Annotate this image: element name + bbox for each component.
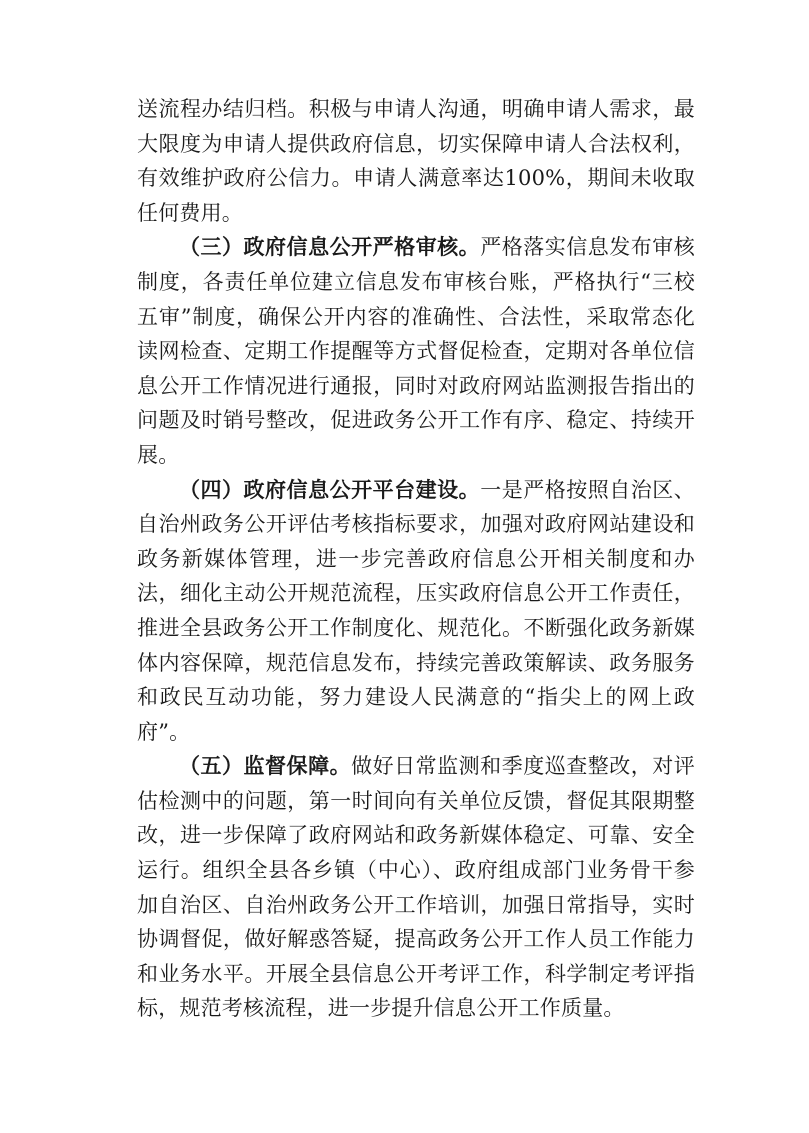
paragraph-text: 一是严格按照自治区、自治州政务公开评估考核指标要求，加强对政府网站建设和政务新媒体管理，进一步完善政府信息公开相关制度和办法，细化主动公开规范流程，压实政府信息公开工作责任，推进全县政务公开工作制度化、规范化。不断强化政务新媒体内容保障，规范信息发布，持续完善政策解读、政务服务和政民互动功能，努力建设人民满意的“指尖上的网上政府”。 bbox=[137, 477, 695, 744]
section-heading: （四）政府信息公开平台建设。 bbox=[179, 477, 481, 502]
paragraph-section-3 bbox=[137, 230, 695, 472]
section-heading: （三）政府信息公开严格审核。 bbox=[179, 235, 481, 260]
section-heading: （五）监督保障。 bbox=[179, 754, 352, 779]
paragraph-text: 送流程办结归档。积极与申请人沟通，明确申请人需求，最大限度为申请人提供政府信息，切实保障申请人合法权利，有效维护政府公信力。申请人满意率达100%，期间未收取任何费用。 bbox=[137, 97, 695, 225]
paragraph-section-5 bbox=[137, 749, 695, 1026]
paragraph-text: 严格落实信息发布审核制度，各责任单位建立信息发布审核台账，严格执行“三校五审”制度，确保公开内容的准确性、合法性，采取常态化读网检查、定期工作提醒等方式督促检查，定期对各单位信息公开工作情况进行通报，同时对政府网站监测报告指出的问题及时销号整改，促进政务公开工作有序、稳定、持续开展。 bbox=[137, 235, 695, 467]
document-body bbox=[137, 92, 695, 1026]
paragraph-text: 做好日常监测和季度巡查整改，对评估检测中的问题，第一时间向有关单位反馈，督促其限期整改，进一步保障了政府网站和政务新媒体稳定、可靠、安全运行。组织全县各乡镇（中心）、政府组成部门业务骨干参加自治区、自治州政务公开工作培训，加强日常指导，实时协调督促，做好解惑答疑，提高政务公开工作人员工作能力和业务水平。开展全县信息公开考评工作，科学制定考评指标，规范考核流程，进一步提升信息公开工作质量。 bbox=[137, 754, 695, 1021]
paragraph-section-4 bbox=[137, 473, 695, 750]
paragraph-continuation bbox=[137, 92, 695, 230]
